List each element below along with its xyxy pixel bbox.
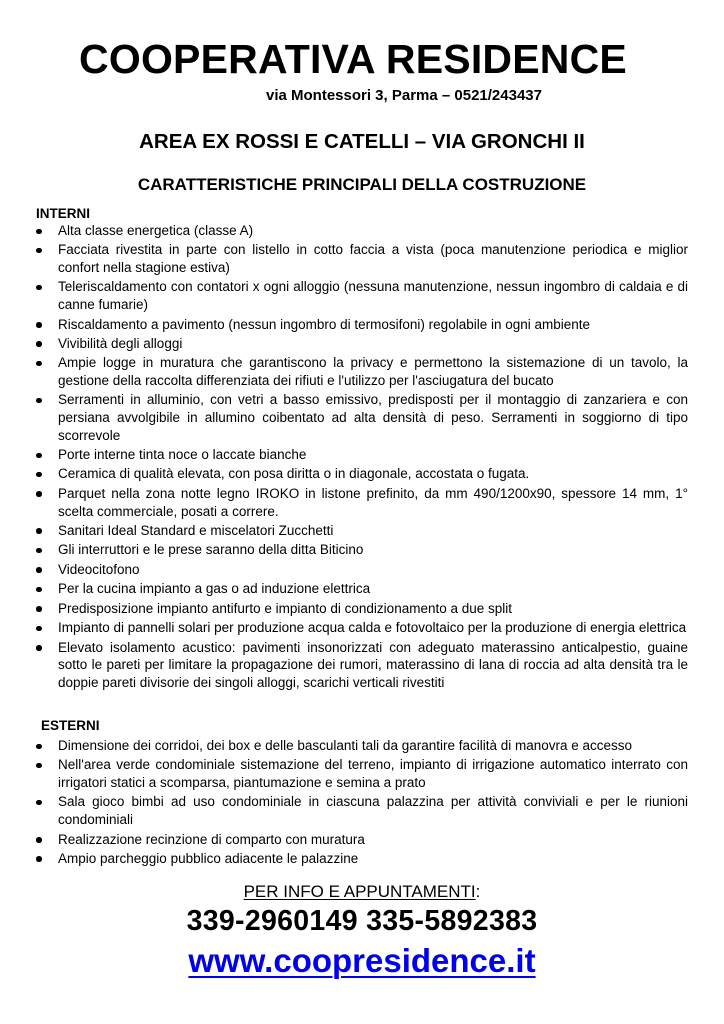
- bullet-icon: [36, 229, 42, 235]
- interni-item: [36, 485, 688, 520]
- esterni-item-text: Dimensione dei corridoi, dei box e delle basculanti tali da garantire facilità di manovra e accesso: [58, 738, 633, 753]
- bullet-icon: [36, 341, 42, 347]
- interni-item-text: Impianto di pannelli solari per produzione acqua calda e fotovoltaico per la produzione di energia elettrica: [58, 620, 687, 636]
- esterni-item-text: Ampio parcheggio pubblico adiacente le palazzine: [58, 850, 359, 866]
- address-line: [0, 86, 724, 106]
- bullet-icon: [36, 744, 42, 750]
- bullet-icon: [36, 837, 42, 843]
- interni-item: [36, 619, 688, 637]
- info-label: [0, 881, 724, 903]
- esterni-list: [36, 737, 688, 869]
- phone-numbers: 339-2960149 335-5892383: [186, 905, 538, 937]
- bullet-icon: [36, 606, 42, 612]
- interni-item: [36, 222, 688, 240]
- interni-item-text: Parquet nella zona notte legno IROKO in listone prefinito, da mm 490/1200x90, spessore 14 mm, 1° scelta commerciale, posati a correre.: [58, 485, 688, 519]
- interni-item-text: Serramenti in alluminio, con vetri a basso emissivo, predisposti per il montaggio di zanzariera e con persiana avvolgibile in allumino coibentato ad alta densità di peso. Serramenti in soggiorno di tipo scorrevole: [58, 392, 688, 443]
- area-heading: [0, 128, 724, 156]
- interni-item-text: Ceramica di qualità elevata, con posa diritta o in diagonale, accostata o fugata.: [58, 466, 530, 482]
- interni-item: [36, 465, 688, 483]
- esterni-item-text: Sala gioco bimbi ad uso condominiale in ciascuna palazzina per attività conviviali e per le riunioni condominiali: [58, 794, 688, 828]
- interni-item-text: Videocitofono: [58, 561, 140, 577]
- interni-item-text: Per la cucina impianto a gas o ad induzione elettrica: [58, 581, 371, 597]
- info-label-text: PER INFO E APPUNTAMENTI: [243, 882, 476, 901]
- interni-item: [36, 541, 688, 559]
- interni-item-text: Gli interruttori e le prese saranno della ditta Biticino: [58, 542, 364, 558]
- interni-item-text: Teleriscaldamento con contatori x ogni alloggio (nessuna manutenzione, nessun ingombro di caldaia e di canne fumarie): [58, 279, 688, 313]
- interni-item: [36, 316, 688, 334]
- interni-item: [36, 522, 688, 540]
- bullet-icon: [36, 398, 42, 404]
- website: [0, 940, 724, 982]
- bullet-icon: [36, 587, 42, 593]
- bullet-icon: [36, 626, 42, 632]
- interni-item-text: Facciata rivestita in parte con listello in cotto faccia a vista (poca manutenzione periodica e miglior confort nella stagione estiva): [58, 242, 688, 276]
- interni-item-text: Alta classe energetica (classe A): [58, 223, 254, 238]
- esterni-label: ESTERNI: [41, 718, 100, 733]
- address-text: via Montessori 3, Parma – 0521/243437: [265, 87, 542, 104]
- interni-item: [36, 241, 688, 276]
- interni-item: [36, 561, 688, 579]
- bullet-icon: [36, 322, 42, 328]
- info-label-colon: :: [475, 882, 481, 901]
- interni-item-text: Vivibilità degli alloggi: [58, 335, 183, 351]
- bullet-icon: [36, 361, 42, 367]
- interni-item: [36, 639, 688, 692]
- bullet-icon: [36, 763, 42, 769]
- interni-item-text: Predisposizione impianto antifurto e impianto di condizionamento a due split: [58, 600, 513, 616]
- bullet-icon: [36, 453, 42, 459]
- interni-item-text: Ampie logge in muratura che garantiscono la privacy e permettono la sistemazione di un tavolo, la gestione della raccolta differenziata dei rifiuti e l'utilizzo per l'asciugatura del bucato: [58, 355, 688, 388]
- interni-item-text: Sanitari Ideal Standard e miscelatori Zucchetti: [58, 522, 334, 538]
- interni-item-text: Riscaldamento a pavimento (nessun ingombro di termosifoni) regolabile in ogni ambiente: [58, 316, 591, 332]
- esterni-item: [36, 831, 688, 849]
- website-link[interactable]: www.coopresidence.it: [188, 942, 536, 979]
- bullet-icon: [36, 800, 42, 806]
- area-text: AREA EX ROSSI E CATELLI – VIA GRONCHI II: [139, 130, 585, 153]
- bullet-icon: [36, 472, 42, 478]
- esterni-item: [36, 850, 688, 868]
- interni-item: [36, 391, 688, 444]
- interni-item: [36, 600, 688, 618]
- interni-item: [36, 446, 688, 464]
- esterni-item-text: Realizzazione recinzione di comparto con muratura: [58, 831, 365, 847]
- interni-item: [36, 354, 688, 389]
- esterni-item-text: Nell'area verde condominiale sistemazione del terreno, impianto di irrigazione automatico interrato con irrigatori statici a scomparsa, piantumazione e semina a prato: [58, 757, 688, 791]
- esterni-item: [36, 793, 688, 828]
- section-subtitle: CARATTERISTICHE PRINCIPALI DELLA COSTRUZIONE: [137, 175, 587, 194]
- interni-item: [36, 580, 688, 598]
- interni-item-text: Elevato isolamento acustico: pavimenti insonorizzati con adeguato materassino anticalpestio, guaine sotto le pareti per limitare la propagazione dei rumori, materassino di lana di roccia ad alta densità tra le doppie pareti divisorie dei singoli alloggi, scarichi verticali rivestiti: [58, 639, 688, 690]
- interni-list: [36, 222, 688, 693]
- interni-item: [36, 335, 688, 353]
- interni-item-text: Porte interne tinta noce o laccate bianche: [58, 447, 307, 463]
- bullet-icon: [36, 548, 42, 554]
- bullet-icon: [36, 645, 42, 651]
- interni-label: INTERNI: [36, 206, 90, 221]
- esterni-item: [36, 756, 688, 791]
- bullet-icon: [36, 528, 42, 534]
- esterni-item: [36, 737, 688, 755]
- page-title: COOPERATIVA RESIDENCE: [79, 36, 627, 82]
- bullet-icon: [36, 248, 42, 254]
- bullet-icon: [36, 856, 42, 862]
- bullet-icon: [36, 491, 42, 497]
- bullet-icon: [36, 285, 42, 291]
- interni-item: [36, 278, 688, 313]
- bullet-icon: [36, 567, 42, 573]
